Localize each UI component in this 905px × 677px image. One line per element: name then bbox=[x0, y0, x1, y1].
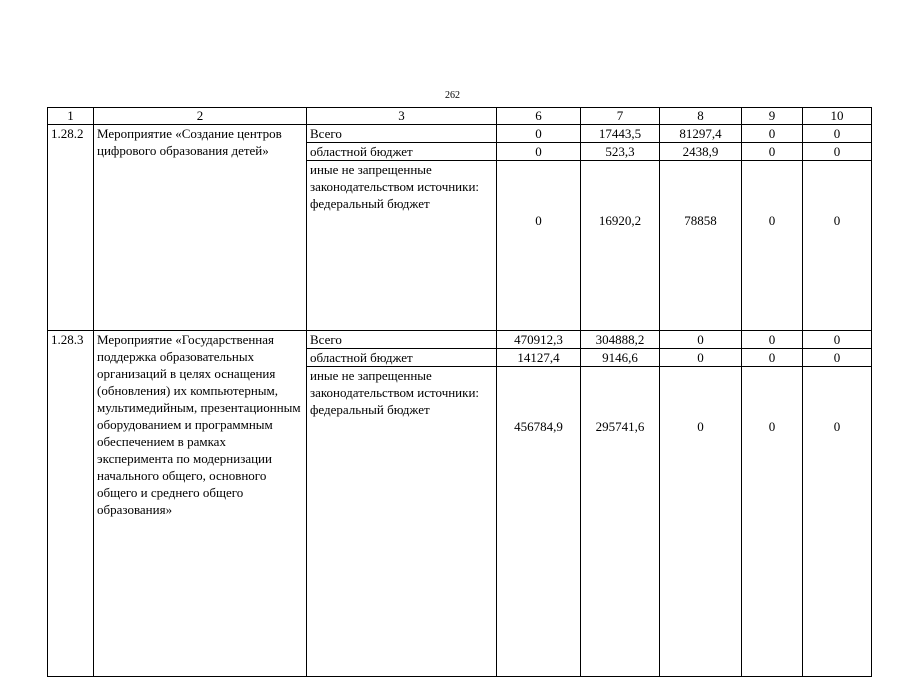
table-row bbox=[48, 125, 872, 143]
value-cell: 470912,3 bbox=[497, 331, 581, 349]
value-cell: 0 bbox=[497, 143, 581, 161]
value-cell: 0 bbox=[497, 125, 581, 143]
value-cell: 0 bbox=[803, 367, 872, 677]
value-cell: 78858 bbox=[660, 161, 742, 331]
value-cell: 0 bbox=[742, 349, 803, 367]
row-name: Мероприятие «Государственная поддержка образовательных организаций в целях оснащения (обновления) их компьютерным, мультимедийным, презентационным оборудованием и программным обеспечением в рамках эксперимента по модернизации начального общего, основного общего и среднего общего образования» bbox=[94, 331, 307, 677]
value-cell: 0 bbox=[742, 161, 803, 331]
value-cell: 0 bbox=[803, 349, 872, 367]
funding-source: иные не запрещенные законодательством источники: федеральный бюджет bbox=[307, 367, 497, 677]
row-name: Мероприятие «Создание центров цифрового образования детей» bbox=[94, 125, 307, 331]
value-cell: 0 bbox=[660, 331, 742, 349]
value-cell: 0 bbox=[742, 125, 803, 143]
value-cell: 304888,2 bbox=[581, 331, 660, 349]
value-cell: 0 bbox=[742, 367, 803, 677]
column-header: 1 bbox=[48, 108, 94, 125]
value-cell: 0 bbox=[742, 143, 803, 161]
funding-source: Всего bbox=[307, 125, 497, 143]
value-cell: 0 bbox=[803, 331, 872, 349]
value-cell: 16920,2 bbox=[581, 161, 660, 331]
funding-source: областной бюджет bbox=[307, 349, 497, 367]
value-cell: 0 bbox=[803, 125, 872, 143]
value-cell: 0 bbox=[660, 367, 742, 677]
value-cell: 456784,9 bbox=[497, 367, 581, 677]
value-cell: 2438,9 bbox=[660, 143, 742, 161]
value-cell: 81297,4 bbox=[660, 125, 742, 143]
header-row bbox=[48, 108, 872, 125]
column-header: 6 bbox=[497, 108, 581, 125]
column-header: 3 bbox=[307, 108, 497, 125]
table-row bbox=[48, 331, 872, 349]
value-cell: 9146,6 bbox=[581, 349, 660, 367]
column-header: 9 bbox=[742, 108, 803, 125]
funding-source: Всего bbox=[307, 331, 497, 349]
value-cell: 0 bbox=[742, 331, 803, 349]
value-cell: 295741,6 bbox=[581, 367, 660, 677]
page-number: 262 bbox=[445, 90, 460, 101]
column-header: 7 bbox=[581, 108, 660, 125]
column-header: 2 bbox=[94, 108, 307, 125]
funding-source: иные не запрещенные законодательством источники: федеральный бюджет bbox=[307, 161, 497, 331]
value-cell: 0 bbox=[803, 161, 872, 331]
value-cell: 0 bbox=[497, 161, 581, 331]
column-header: 10 bbox=[803, 108, 872, 125]
value-cell: 523,3 bbox=[581, 143, 660, 161]
row-code: 1.28.2 bbox=[48, 125, 94, 331]
row-code: 1.28.3 bbox=[48, 331, 94, 677]
value-cell: 0 bbox=[803, 143, 872, 161]
budget-table bbox=[47, 107, 872, 677]
value-cell: 17443,5 bbox=[581, 125, 660, 143]
value-cell: 0 bbox=[660, 349, 742, 367]
column-header: 8 bbox=[660, 108, 742, 125]
value-cell: 14127,4 bbox=[497, 349, 581, 367]
funding-source: областной бюджет bbox=[307, 143, 497, 161]
